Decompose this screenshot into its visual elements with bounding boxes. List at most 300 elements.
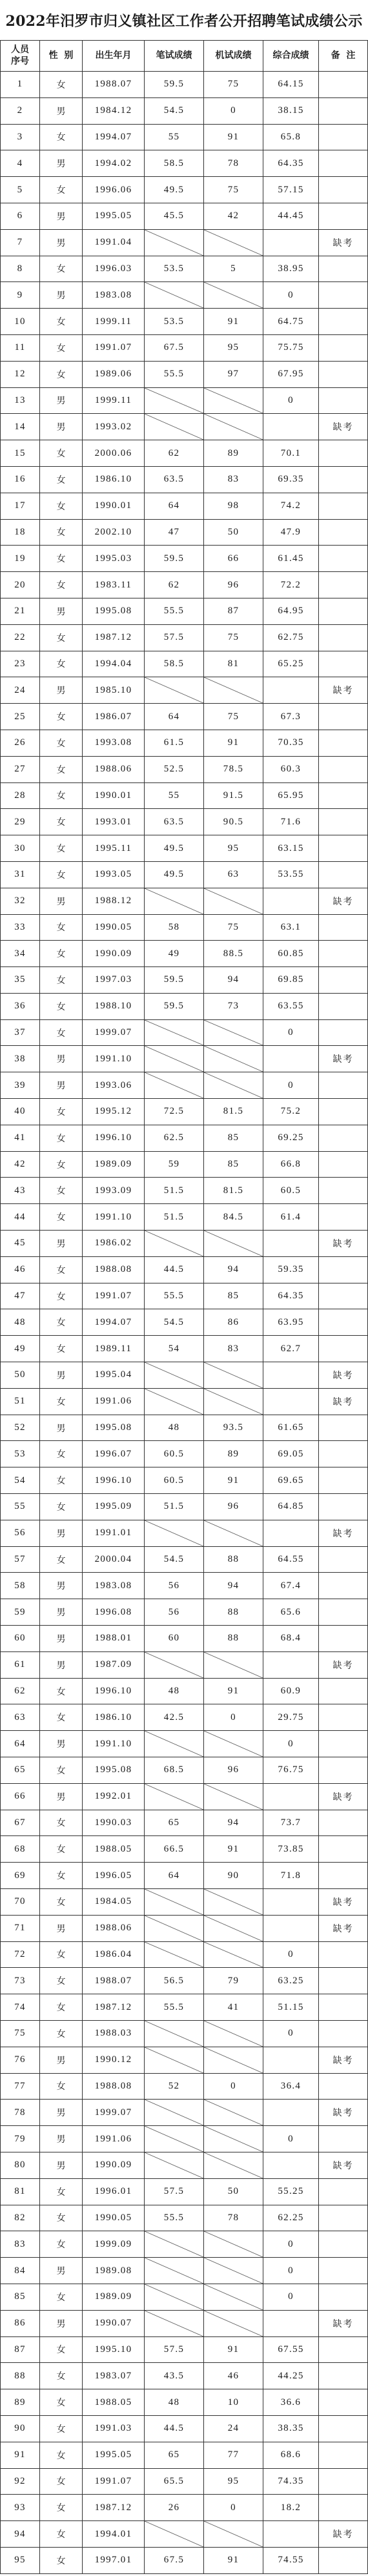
remark-cell	[319, 2416, 368, 2442]
seq-cell: 36	[1, 994, 40, 1020]
birth-date-cell: 1990.12	[83, 2047, 145, 2074]
total-score-cell: 0	[263, 1942, 319, 1968]
computer-score-cell: 85	[204, 1152, 263, 1178]
computer-score-cell: 77	[204, 2442, 263, 2469]
seq-cell: 76	[1, 2047, 40, 2074]
written-score-cell-struck	[145, 2047, 204, 2074]
table-row	[1, 2284, 368, 2311]
gender-cell: 女	[40, 1283, 83, 1310]
computer-score-cell: 96	[204, 1494, 263, 1520]
gender-cell: 女	[40, 1810, 83, 1837]
written-score-cell: 62	[145, 572, 204, 598]
table-row	[1, 1994, 368, 2021]
table-row	[1, 467, 368, 493]
total-score-cell: 75.2	[263, 1099, 319, 1125]
computer-score-cell: 83	[204, 467, 263, 493]
total-score-cell: 64.75	[263, 309, 319, 335]
total-score-cell	[263, 1916, 319, 1942]
seq-cell: 64	[1, 1731, 40, 1757]
seq-cell: 82	[1, 2205, 40, 2232]
table-row	[1, 335, 368, 362]
table-row	[1, 625, 368, 651]
table-row	[1, 1968, 368, 1994]
gender-cell: 女	[40, 467, 83, 493]
total-score-cell: 74.35	[263, 2469, 319, 2495]
remark-cell	[319, 625, 368, 651]
computer-score-cell: 66	[204, 546, 263, 572]
total-score-cell	[263, 1046, 319, 1072]
birth-date-cell: 1994.01	[83, 2521, 145, 2548]
gender-cell: 男	[40, 98, 83, 125]
seq-cell: 53	[1, 1441, 40, 1467]
written-score-cell: 51.5	[145, 1494, 204, 1520]
table-row	[1, 651, 368, 678]
table-row	[1, 125, 368, 151]
written-score-cell: 51.5	[145, 1204, 204, 1231]
computer-score-cell: 83	[204, 1336, 263, 1362]
birth-date-cell: 1991.01	[83, 1520, 145, 1547]
table-row	[1, 1704, 368, 1731]
total-score-cell	[263, 230, 319, 256]
gender-cell: 女	[40, 1309, 83, 1336]
remark-cell	[319, 2548, 368, 2574]
birth-date-cell: 1995.12	[83, 1099, 145, 1125]
total-score-cell	[263, 677, 319, 704]
total-score-cell: 72.2	[263, 572, 319, 598]
computer-score-cell: 88	[204, 1547, 263, 1573]
birth-date-cell: 2000.04	[83, 1547, 145, 1573]
seq-cell: 78	[1, 2100, 40, 2126]
seq-cell: 62	[1, 1679, 40, 1705]
birth-date-cell: 1994.04	[83, 651, 145, 678]
computer-score-cell: 98	[204, 493, 263, 520]
birth-date-cell: 1991.06	[83, 2126, 145, 2152]
birth-date-cell: 1989.06	[83, 362, 145, 388]
birth-date-cell: 1993.02	[83, 414, 145, 440]
table-row	[1, 1072, 368, 1099]
written-score-cell: 54.5	[145, 1547, 204, 1573]
gender-cell: 女	[40, 1547, 83, 1573]
computer-score-cell: 91	[204, 2548, 263, 2574]
seq-cell: 81	[1, 2179, 40, 2205]
seq-cell: 49	[1, 1336, 40, 1362]
computer-score-cell: 91.5	[204, 783, 263, 810]
remark-cell	[319, 72, 368, 98]
seq-cell: 18	[1, 520, 40, 546]
computer-score-cell: 75	[204, 625, 263, 651]
remark-cell	[319, 2389, 368, 2416]
gender-cell: 女	[40, 1441, 83, 1467]
total-score-cell: 67.3	[263, 704, 319, 730]
birth-date-cell: 1990.07	[83, 2311, 145, 2337]
written-score-cell: 48	[145, 2389, 204, 2416]
written-score-cell: 49	[145, 941, 204, 967]
gender-cell: 女	[40, 1178, 83, 1204]
seq-cell: 43	[1, 1178, 40, 1204]
table-row	[1, 2416, 368, 2442]
written-score-cell-struck	[145, 1520, 204, 1547]
seq-cell: 51	[1, 1389, 40, 1415]
computer-score-cell: 73	[204, 994, 263, 1020]
remark-cell: 缺考	[319, 2047, 368, 2074]
gender-cell: 男	[40, 2258, 83, 2284]
computer-score-cell: 91	[204, 1467, 263, 1494]
computer-score-cell: 84.5	[204, 1204, 263, 1231]
computer-score-cell-struck	[204, 1916, 263, 1942]
remark-cell: 缺考	[319, 1784, 368, 1810]
written-score-cell: 68.5	[145, 1757, 204, 1784]
remark-cell	[319, 2363, 368, 2389]
seq-cell: 4	[1, 150, 40, 177]
table-row	[1, 440, 368, 467]
table-row	[1, 809, 368, 835]
written-score-cell: 58.5	[145, 651, 204, 678]
written-score-cell: 45.5	[145, 203, 204, 230]
remark-cell	[319, 2469, 368, 2495]
gender-cell: 女	[40, 2389, 83, 2416]
total-score-cell: 36.4	[263, 2074, 319, 2100]
computer-score-cell: 81.5	[204, 1099, 263, 1125]
written-score-cell: 53.5	[145, 256, 204, 283]
gender-cell: 女	[40, 1704, 83, 1731]
gender-cell: 女	[40, 2284, 83, 2311]
total-score-cell: 71.8	[263, 1863, 319, 1889]
written-score-cell-struck	[145, 1784, 204, 1810]
total-score-cell: 0	[263, 2258, 319, 2284]
birth-date-cell: 1983.08	[83, 1573, 145, 1599]
seq-cell: 38	[1, 1046, 40, 1072]
remark-cell	[319, 835, 368, 862]
gender-cell: 男	[40, 1626, 83, 1652]
header-birth-date: 出生年月	[83, 41, 145, 72]
birth-date-cell: 1986.02	[83, 1231, 145, 1257]
table-row	[1, 2495, 368, 2521]
written-score-cell: 58	[145, 915, 204, 941]
remark-cell	[319, 546, 368, 572]
birth-date-cell: 1994.07	[83, 125, 145, 151]
gender-cell: 男	[40, 1046, 83, 1072]
written-score-cell-struck	[145, 2258, 204, 2284]
seq-cell: 13	[1, 388, 40, 414]
table-row	[1, 598, 368, 625]
written-score-cell: 59.5	[145, 994, 204, 1020]
birth-date-cell: 1993.05	[83, 862, 145, 888]
table-row	[1, 1784, 368, 1810]
gender-cell: 男	[40, 1072, 83, 1099]
remark-cell	[319, 2205, 368, 2232]
seq-cell: 22	[1, 625, 40, 651]
total-score-cell	[263, 2152, 319, 2179]
remark-cell	[319, 493, 368, 520]
seq-cell: 91	[1, 2442, 40, 2469]
birth-date-cell: 1995.03	[83, 546, 145, 572]
total-score-cell: 69.65	[263, 1467, 319, 1494]
total-score-cell: 44.25	[263, 2363, 319, 2389]
seq-cell: 89	[1, 2389, 40, 2416]
table-row	[1, 1125, 368, 1152]
written-score-cell-struck	[145, 1731, 204, 1757]
table-row	[1, 1494, 368, 1520]
birth-date-cell: 1988.05	[83, 1836, 145, 1863]
seq-cell: 7	[1, 230, 40, 256]
written-score-cell: 58.5	[145, 150, 204, 177]
computer-score-cell: 87	[204, 598, 263, 625]
total-score-cell: 67.4	[263, 1573, 319, 1599]
total-score-cell: 70.1	[263, 440, 319, 467]
birth-date-cell: 1984.12	[83, 98, 145, 125]
written-score-cell: 55.5	[145, 362, 204, 388]
gender-cell: 男	[40, 2047, 83, 2074]
remark-cell	[319, 1626, 368, 1652]
gender-cell: 女	[40, 2442, 83, 2469]
written-score-cell: 59.5	[145, 72, 204, 98]
total-score-cell: 64.15	[263, 72, 319, 98]
remark-cell	[319, 783, 368, 810]
total-score-cell: 38.35	[263, 2416, 319, 2442]
table-row	[1, 2152, 368, 2179]
total-score-cell: 64.95	[263, 598, 319, 625]
birth-date-cell: 1988.05	[83, 2389, 145, 2416]
gender-cell: 男	[40, 1573, 83, 1599]
total-score-cell: 61.4	[263, 1204, 319, 1231]
total-score-cell: 63.25	[263, 1968, 319, 1994]
birth-date-cell: 1983.11	[83, 572, 145, 598]
total-score-cell: 38.95	[263, 256, 319, 283]
gender-cell: 女	[40, 967, 83, 994]
header-gender: 性别	[40, 41, 83, 72]
birth-date-cell: 1995.08	[83, 598, 145, 625]
written-score-cell-struck	[145, 1652, 204, 1679]
remark-cell	[319, 1679, 368, 1705]
total-score-cell	[263, 888, 319, 915]
birth-date-cell: 1996.01	[83, 2179, 145, 2205]
table-row	[1, 1283, 368, 1310]
computer-score-cell: 91	[204, 1679, 263, 1705]
seq-cell: 94	[1, 2521, 40, 2548]
birth-date-cell: 1994.02	[83, 150, 145, 177]
remark-cell: 缺考	[319, 1520, 368, 1547]
computer-score-cell: 0	[204, 98, 263, 125]
table-row	[1, 1626, 368, 1652]
remark-cell: 缺考	[319, 2311, 368, 2337]
birth-date-cell: 1988.12	[83, 888, 145, 915]
remark-cell	[319, 651, 368, 678]
table-row	[1, 1863, 368, 1889]
written-score-cell: 52	[145, 2074, 204, 2100]
written-score-cell: 64	[145, 704, 204, 730]
written-score-cell: 55.5	[145, 1283, 204, 1310]
gender-cell: 女	[40, 1099, 83, 1125]
remark-cell: 缺考	[319, 1389, 368, 1415]
page-title: 2022年汨罗市归义镇社区工作者公开招聘笔试成绩公示	[5, 12, 363, 30]
remark-cell	[319, 2337, 368, 2364]
written-score-cell: 51.5	[145, 1178, 204, 1204]
written-score-cell-struck	[145, 2311, 204, 2337]
birth-date-cell: 1988.08	[83, 1257, 145, 1283]
birth-date-cell: 1991.04	[83, 230, 145, 256]
birth-date-cell: 1991.07	[83, 2469, 145, 2495]
seq-cell: 46	[1, 1257, 40, 1283]
table-row	[1, 1652, 368, 1679]
remark-cell	[319, 1152, 368, 1178]
seq-cell: 85	[1, 2284, 40, 2311]
table-row	[1, 888, 368, 915]
computer-score-cell-struck	[204, 1362, 263, 1389]
seq-cell: 73	[1, 1968, 40, 1994]
written-score-cell: 53.5	[145, 309, 204, 335]
birth-date-cell: 1995.04	[83, 1362, 145, 1389]
total-score-cell	[263, 2100, 319, 2126]
gender-cell: 女	[40, 1204, 83, 1231]
seq-cell: 92	[1, 2469, 40, 2495]
remark-cell: 缺考	[319, 1916, 368, 1942]
table-row	[1, 1547, 368, 1573]
total-score-cell: 0	[263, 282, 319, 309]
written-score-cell: 72.5	[145, 1099, 204, 1125]
birth-date-cell: 1991.10	[83, 1731, 145, 1757]
total-score-cell: 63.1	[263, 915, 319, 941]
written-score-cell: 56	[145, 1573, 204, 1599]
table-row	[1, 1152, 368, 1178]
computer-score-cell-struck	[204, 2311, 263, 2337]
total-score-cell	[263, 2521, 319, 2548]
remark-cell: 缺考	[319, 677, 368, 704]
remark-cell	[319, 809, 368, 835]
gender-cell: 女	[40, 2495, 83, 2521]
total-score-cell	[263, 1520, 319, 1547]
computer-score-cell: 95	[204, 2469, 263, 2495]
total-score-cell: 75.75	[263, 335, 319, 362]
gender-cell: 女	[40, 2231, 83, 2258]
written-score-cell: 60	[145, 1626, 204, 1652]
total-score-cell: 0	[263, 2284, 319, 2311]
seq-cell: 27	[1, 757, 40, 783]
seq-cell: 8	[1, 256, 40, 283]
total-score-cell: 60.9	[263, 1679, 319, 1705]
written-score-cell: 55	[145, 783, 204, 810]
birth-date-cell: 1993.08	[83, 730, 145, 757]
total-score-cell: 0	[263, 2126, 319, 2152]
remark-cell	[319, 1863, 368, 1889]
total-score-cell: 64.85	[263, 1494, 319, 1520]
gender-cell: 男	[40, 203, 83, 230]
computer-score-cell: 96	[204, 572, 263, 598]
table-row	[1, 2074, 368, 2100]
computer-score-cell: 90.5	[204, 809, 263, 835]
table-row	[1, 915, 368, 941]
remark-cell	[319, 967, 368, 994]
seq-cell: 69	[1, 1863, 40, 1889]
gender-cell: 男	[40, 1652, 83, 1679]
gender-cell: 女	[40, 2179, 83, 2205]
seq-cell: 37	[1, 1020, 40, 1047]
table-row	[1, 1836, 368, 1863]
total-score-cell	[263, 1784, 319, 1810]
total-score-cell: 36.6	[263, 2389, 319, 2416]
written-score-cell: 44.5	[145, 2416, 204, 2442]
written-score-cell: 62	[145, 440, 204, 467]
table-row	[1, 1599, 368, 1626]
written-score-cell: 64	[145, 1863, 204, 1889]
birth-date-cell: 1997.03	[83, 967, 145, 994]
computer-score-cell-struck	[204, 2521, 263, 2548]
table-row	[1, 2337, 368, 2364]
table-row	[1, 967, 368, 994]
written-score-cell: 66.5	[145, 1836, 204, 1863]
table-row	[1, 1757, 368, 1784]
gender-cell: 女	[40, 440, 83, 467]
table-row	[1, 2231, 368, 2258]
gender-cell: 女	[40, 1863, 83, 1889]
table-row	[1, 72, 368, 98]
table-row	[1, 2047, 368, 2074]
table-row	[1, 2521, 368, 2548]
birth-date-cell: 1995.05	[83, 2442, 145, 2469]
computer-score-cell: 75	[204, 72, 263, 98]
remark-cell	[319, 2074, 368, 2100]
birth-date-cell: 2000.06	[83, 440, 145, 467]
total-score-cell: 69.85	[263, 967, 319, 994]
table-row	[1, 2363, 368, 2389]
remark-cell	[319, 1283, 368, 1310]
table-row	[1, 1362, 368, 1389]
birth-date-cell: 1996.10	[83, 1467, 145, 1494]
gender-cell: 女	[40, 2074, 83, 2100]
birth-date-cell: 1986.10	[83, 1704, 145, 1731]
written-score-cell-struck	[145, 1889, 204, 1916]
birth-date-cell: 1987.09	[83, 1652, 145, 1679]
remark-cell	[319, 1467, 368, 1494]
total-score-cell: 65.6	[263, 1599, 319, 1626]
total-score-cell: 57.15	[263, 177, 319, 203]
table-row	[1, 730, 368, 757]
total-score-cell: 47.9	[263, 520, 319, 546]
seq-cell: 90	[1, 2416, 40, 2442]
remark-cell	[319, 440, 368, 467]
gender-cell: 男	[40, 2126, 83, 2152]
table-row	[1, 1810, 368, 1837]
written-score-cell-struck	[145, 2284, 204, 2311]
birth-date-cell: 1986.04	[83, 1942, 145, 1968]
remark-cell	[319, 704, 368, 730]
written-score-cell-struck	[145, 2126, 204, 2152]
computer-score-cell: 89	[204, 440, 263, 467]
remark-cell	[319, 98, 368, 125]
gender-cell: 女	[40, 2469, 83, 2495]
remark-cell: 缺考	[319, 414, 368, 440]
written-score-cell-struck	[145, 1046, 204, 1072]
computer-score-cell: 81	[204, 651, 263, 678]
total-score-cell	[263, 1231, 319, 1257]
total-score-cell: 0	[263, 1072, 319, 1099]
computer-score-cell: 94	[204, 1810, 263, 1837]
gender-cell: 男	[40, 1231, 83, 1257]
total-score-cell	[263, 1889, 319, 1916]
gender-cell: 女	[40, 915, 83, 941]
computer-score-cell: 85	[204, 1125, 263, 1152]
total-score-cell: 71.6	[263, 809, 319, 835]
gender-cell: 男	[40, 1916, 83, 1942]
gender-cell: 女	[40, 2205, 83, 2232]
computer-score-cell: 0	[204, 1704, 263, 1731]
remark-cell	[319, 1731, 368, 1757]
written-score-cell: 54	[145, 1336, 204, 1362]
total-score-cell: 60.3	[263, 757, 319, 783]
seq-cell: 39	[1, 1072, 40, 1099]
gender-cell: 男	[40, 677, 83, 704]
total-score-cell	[263, 1389, 319, 1415]
table-row	[1, 1889, 368, 1916]
